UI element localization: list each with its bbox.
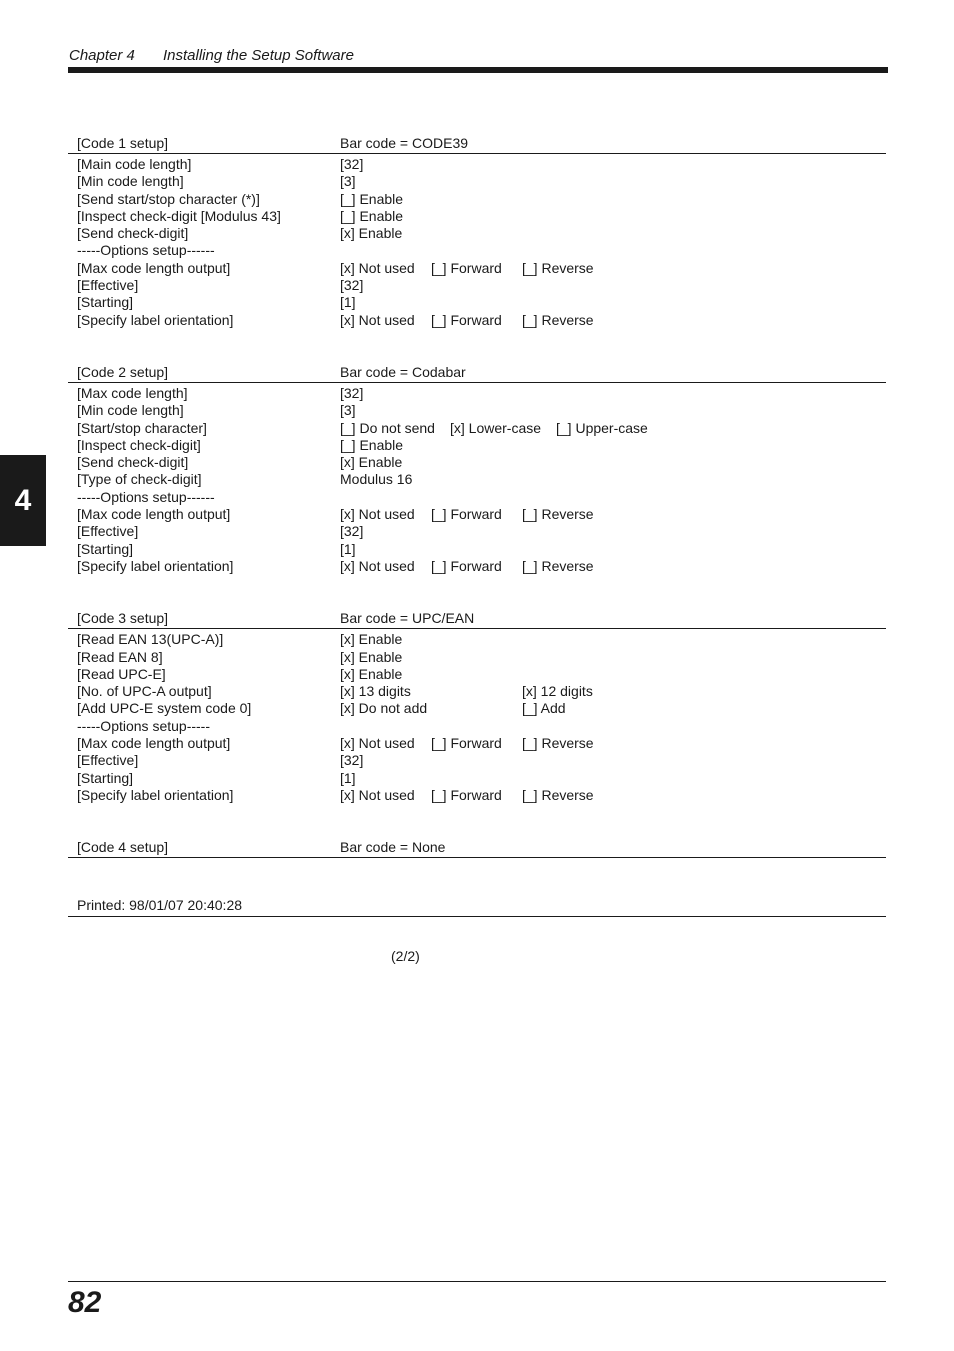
setting-label: [Specify label orientation]	[77, 786, 234, 803]
section-header	[68, 609, 886, 629]
setting-value: [x] 13 digits	[340, 683, 411, 700]
setting-option: [x] 12 digits	[522, 683, 593, 700]
setting-value: [x] Not used	[340, 557, 415, 574]
setting-label: [Starting]	[77, 769, 134, 786]
setting-label: [Max code length output]	[77, 735, 231, 752]
setting-row	[68, 454, 886, 471]
setting-label: [Main code length]	[77, 156, 192, 172]
section-gap	[68, 329, 886, 363]
setting-option: [_] Forward	[431, 259, 502, 276]
setting-row	[68, 489, 886, 506]
setting-label: [Send start/stop character (*)]	[77, 190, 260, 207]
section-title: [Code 2 setup]	[77, 363, 169, 380]
setting-option: [x] Lower-case	[450, 419, 542, 436]
setting-label: [Starting]	[77, 540, 134, 557]
printed-line	[68, 897, 886, 917]
setting-label: [Start/stop character]	[77, 419, 207, 436]
setting-option: [_] Forward	[431, 786, 502, 803]
setting-row	[68, 718, 886, 735]
setting-value: [32]	[340, 277, 364, 294]
section-gap	[68, 804, 886, 838]
setting-label: [Max code length]	[77, 384, 188, 401]
setting-value: [1]	[340, 294, 356, 311]
setting-row	[68, 402, 886, 419]
setting-value: [x] Do not add	[340, 700, 428, 717]
setting-row	[68, 208, 886, 225]
setting-value: [3]	[340, 173, 356, 190]
page-number: 82	[68, 1286, 102, 1319]
setting-label: [Effective]	[77, 277, 139, 294]
setup-section	[68, 363, 886, 575]
setting-label: [Read EAN 8]	[77, 648, 163, 665]
setting-label: [Specify label orientation]	[77, 311, 234, 328]
setting-label: -----Options setup------	[77, 488, 215, 505]
setting-option: [_] Add	[522, 700, 566, 717]
setting-row	[68, 649, 886, 666]
header-rule	[68, 67, 888, 73]
setting-row	[68, 312, 886, 329]
setting-option: [_] Reverse	[522, 557, 594, 574]
setting-label: [Starting]	[77, 294, 134, 311]
section-title: [Code 4 setup]	[77, 839, 169, 856]
setting-label: [Min code length]	[77, 173, 184, 190]
section-title: [Code 3 setup]	[77, 610, 169, 627]
setting-value: [x] Enable	[340, 631, 403, 648]
setting-label: -----Options setup-----	[77, 717, 211, 734]
setting-row	[68, 191, 886, 208]
setting-value: [x] Not used	[340, 786, 415, 803]
setup-section	[68, 609, 886, 804]
setting-label: [Max code length output]	[77, 259, 231, 276]
setting-label: [Effective]	[77, 523, 139, 540]
printed-timestamp: Printed: 98/01/07 20:40:28	[77, 897, 243, 913]
setting-value: Modulus 16	[340, 471, 413, 488]
setting-option: [_] Reverse	[522, 786, 594, 803]
setting-label: [Inspect check-digit]	[77, 436, 201, 453]
setting-value: [_] Enable	[340, 436, 404, 453]
setting-row	[68, 385, 886, 402]
setting-label: [Add UPC-E system code 0]	[77, 700, 252, 717]
setting-label: [Max code length output]	[77, 506, 231, 523]
setting-label: [Read EAN 13(UPC-A)]	[77, 631, 224, 648]
setting-value: [32]	[340, 523, 364, 540]
setting-option: [_] Reverse	[522, 311, 594, 328]
chapter-label: Chapter 4	[69, 47, 135, 64]
setting-value: [x] Enable	[340, 648, 403, 665]
setting-label: [Send check-digit]	[77, 454, 189, 471]
setting-label: [Type of check-digit]	[77, 471, 202, 488]
setup-section	[68, 134, 886, 329]
setting-row	[68, 294, 886, 311]
setup-section	[68, 838, 886, 860]
setting-row	[68, 700, 886, 717]
setting-label: [Effective]	[77, 752, 139, 769]
setting-row	[68, 683, 886, 700]
setting-option: [_] Forward	[431, 311, 502, 328]
section-header	[68, 838, 886, 858]
setting-option: [_] Reverse	[522, 735, 594, 752]
setting-option: [_] Reverse	[522, 259, 594, 276]
setup-printout	[68, 134, 886, 860]
setting-value: [_] Do not send	[340, 419, 435, 436]
setting-value: [x] Not used	[340, 506, 415, 523]
setting-value: [1]	[340, 769, 356, 786]
setting-label: [Min code length]	[77, 402, 184, 419]
setting-row	[68, 666, 886, 683]
section-gap	[68, 575, 886, 609]
chapter-tab: 4	[0, 455, 46, 546]
setting-value: [x] Enable	[340, 665, 403, 682]
setting-option: [_] Forward	[431, 735, 502, 752]
setting-value: [x] Enable	[340, 454, 403, 471]
section-rows	[68, 858, 886, 860]
setting-label: -----Options setup------	[77, 242, 215, 259]
section-rows	[68, 383, 886, 575]
section-header	[68, 363, 886, 383]
setting-row	[68, 242, 886, 259]
setting-value: [_] Enable	[340, 190, 404, 207]
running-header	[69, 47, 354, 64]
setting-label: [Specify label orientation]	[77, 557, 234, 574]
setting-option: [_] Forward	[431, 557, 502, 574]
setting-option: [_] Forward	[431, 506, 502, 523]
setting-value: [32]	[340, 156, 364, 172]
setting-row	[68, 471, 886, 488]
section-barcode: Bar code = Codabar	[340, 363, 466, 380]
setting-value: [1]	[340, 540, 356, 557]
setting-row	[68, 735, 886, 752]
setting-row	[68, 437, 886, 454]
setting-row	[68, 523, 886, 540]
setting-row	[68, 260, 886, 277]
section-barcode: Bar code = UPC/EAN	[340, 610, 475, 627]
setting-row	[68, 558, 886, 575]
section-barcode: Bar code = CODE39	[340, 135, 469, 151]
footer-rule	[68, 1281, 886, 1282]
setting-row	[68, 277, 886, 294]
section-title: [Code 1 setup]	[77, 135, 169, 151]
setting-label: [Inspect check-digit [Modulus 43]	[77, 207, 281, 224]
setting-value: [x] Not used	[340, 259, 415, 276]
setting-option: [_] Reverse	[522, 506, 594, 523]
section-header	[68, 134, 886, 154]
setting-row	[68, 156, 886, 173]
section-rows	[68, 629, 886, 804]
setting-row	[68, 787, 886, 804]
setting-option: [_] Upper-case	[556, 419, 648, 436]
setting-value: [32]	[340, 752, 364, 769]
setting-value: [3]	[340, 402, 356, 419]
printout-page-count: (2/2)	[391, 948, 420, 964]
setting-value: [32]	[340, 384, 364, 401]
section-rows	[68, 154, 886, 329]
section-barcode: Bar code = None	[340, 839, 446, 856]
setting-row	[68, 506, 886, 523]
setting-label: [Read UPC-E]	[77, 665, 166, 682]
setting-value: [x] Not used	[340, 311, 415, 328]
setting-value: [x] Enable	[340, 225, 403, 242]
chapter-title: Installing the Setup Software	[163, 47, 354, 64]
setting-row	[68, 420, 886, 437]
setting-row	[68, 541, 886, 558]
setting-label: [No. of UPC-A output]	[77, 683, 212, 700]
setting-row	[68, 770, 886, 787]
setting-value: [_] Enable	[340, 207, 404, 224]
setting-value: [x] Not used	[340, 735, 415, 752]
setting-row	[68, 631, 886, 648]
setting-label: [Send check-digit]	[77, 225, 189, 242]
setting-row	[68, 225, 886, 242]
setting-row	[68, 173, 886, 190]
setting-row	[68, 752, 886, 769]
